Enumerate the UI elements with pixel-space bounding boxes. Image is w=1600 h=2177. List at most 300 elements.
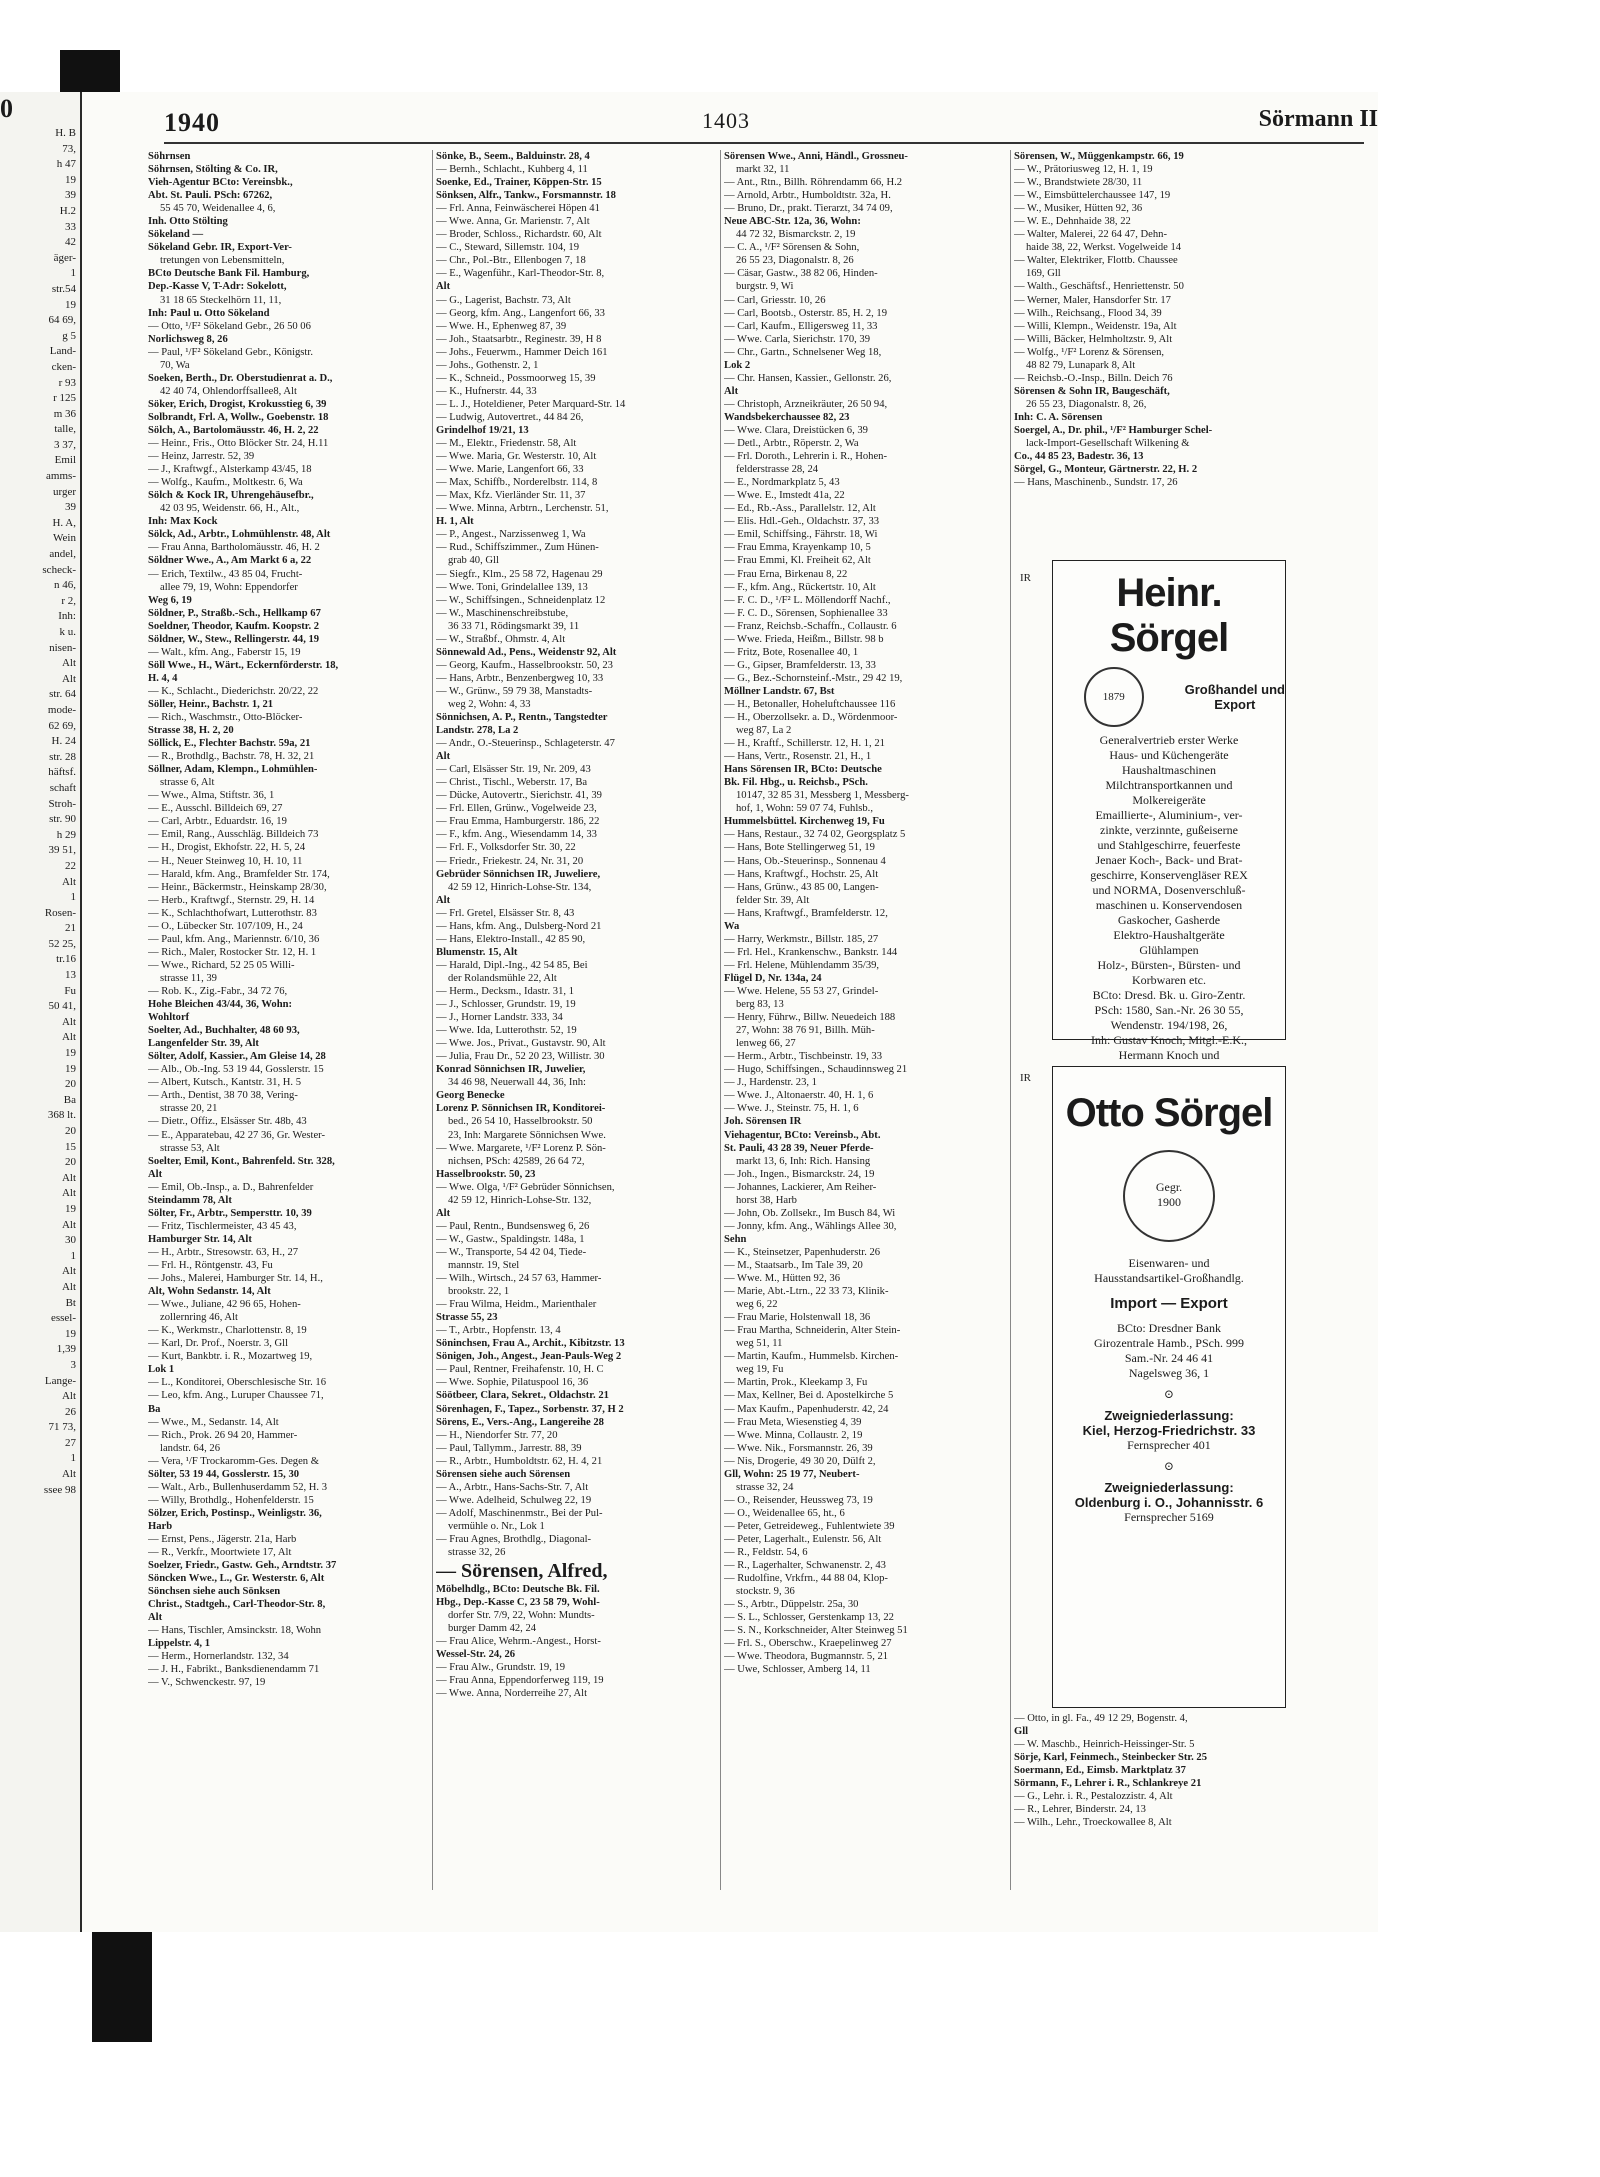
advert-line: Emaillierte-, Aluminium-, ver- bbox=[1095, 808, 1243, 822]
directory-entry: — Wwe., Alma, Stiftstr. 36, 1 bbox=[148, 790, 275, 802]
directory-entry: — Andr., O.-Steuerinsp., Schlageterstr. 47 bbox=[436, 738, 615, 750]
directory-entry: — Herm., Arbtr., Tischbeinstr. 19, 33 bbox=[724, 1051, 883, 1063]
directory-entry: — Willi, Bäcker, Helmholtzstr. 9, Alt bbox=[1014, 333, 1173, 345]
directory-entry: 26 55 23, Diagonalstr. 8, 26 bbox=[736, 255, 854, 267]
directory-entry: — Alb., Ob.-Ing. 53 19 44, Gosslerstr. 15 bbox=[148, 1064, 324, 1076]
directory-entry: Weg 6, 19 bbox=[148, 594, 192, 606]
directory-entry: — R., Feldstr. 54, 6 bbox=[724, 1547, 808, 1559]
header-page-number: 1403 bbox=[702, 108, 750, 133]
directory-entry: Sölch & Kock IR, Uhrengehäusefbr., bbox=[148, 490, 314, 502]
directory-entry: Sönchsen siehe auch Sönksen bbox=[148, 1586, 281, 1598]
prev-page-fragment: Emil bbox=[54, 454, 76, 467]
directory-entry: — Frau Marie, Holstenwall 18, 36 bbox=[724, 1312, 871, 1324]
directory-entry: — K., Schneid., Possmoorweg 15, 39 bbox=[436, 372, 596, 384]
prev-page-fragment: 22 bbox=[65, 859, 76, 872]
directory-entry: — Max, Kfz. Vierländer Str. 11, 37 bbox=[436, 490, 586, 502]
founded-year: 1900 bbox=[1157, 1195, 1181, 1209]
prev-page-fragment: 19 bbox=[65, 1327, 76, 1340]
directory-entry: — Frl. H., Röntgenstr. 43, Fu bbox=[148, 1259, 273, 1271]
directory-entry: — Fritz, Tischlermeister, 43 45 43, bbox=[148, 1220, 297, 1232]
advert-line: Eisenwaren- und bbox=[1128, 1256, 1210, 1270]
advert-line: Glühlampen bbox=[1139, 943, 1199, 957]
prev-page-fragment: Alt bbox=[61, 657, 76, 670]
directory-entry: — Albert, Kutsch., Kantstr. 31, H. 5 bbox=[148, 1077, 302, 1089]
directory-entry: — Willy, Brothdlg., Hohenfelderstr. 15 bbox=[148, 1494, 314, 1506]
directory-entry: Söötbeer, Clara, Sekret., Oldachstr. 21 bbox=[436, 1390, 609, 1402]
directory-entry: Söldner, W., Stew., Rellingerstr. 44, 19 bbox=[148, 633, 320, 645]
prev-page-fragment: Stroh- bbox=[48, 797, 76, 810]
directory-entry: strasse 32, 26 bbox=[448, 1547, 506, 1559]
directory-entry: — Chr., Gartn., Schnelsener Weg 18, bbox=[724, 346, 882, 358]
directory-entry: Georg Benecke bbox=[436, 1090, 505, 1102]
directory-entry: Sörgel, G., Monteur, Gärtnerstr. 22, H. 2 bbox=[1014, 464, 1198, 476]
directory-entry: — H., Kraftf., Schillerstr. 12, H. 1, 21 bbox=[724, 738, 885, 750]
directory-entry: — Chr. Hansen, Kassier., Gellonstr. 26, bbox=[724, 372, 892, 384]
prev-page-fragment: Land- bbox=[49, 345, 76, 358]
advert-line: zinkte, verzinnte, gußeiserne bbox=[1100, 823, 1238, 837]
directory-entry: — Heinr., Fris., Otto Blöcker Str. 24, H.11 bbox=[148, 438, 329, 450]
prev-page-fragment: häftsf. bbox=[48, 766, 76, 779]
directory-entry: — Carl, Arbtr., Eduardstr. 16, 19 bbox=[148, 816, 287, 828]
directory-entry: — Nis, Drogerie, 49 30 20, Dülft 2, bbox=[724, 1455, 876, 1467]
prev-page-fragment: Alt bbox=[61, 1468, 76, 1481]
divider-dot: ⊙ bbox=[1163, 1459, 1175, 1473]
directory-entry: Sörje, Karl, Feinmech., Steinbecker Str. 25 bbox=[1014, 1752, 1208, 1764]
advert-line: Korbwaren etc. bbox=[1132, 973, 1206, 987]
advert-line: Jenaer Koch-, Back- und Brat- bbox=[1095, 853, 1243, 867]
directory-entry: — F. C. D., Sörensen, Sophienallee 33 bbox=[724, 607, 888, 619]
directory-entry: Gll bbox=[1014, 1726, 1029, 1738]
directory-entry: landstr. 64, 26 bbox=[160, 1442, 221, 1454]
directory-entry: 36 33 71, Rödingsmarkt 39, 11 bbox=[448, 620, 580, 632]
prev-page-fragment: Alt bbox=[61, 1015, 76, 1028]
directory-entry: — Johannes, Lackierer, Am Reiher- bbox=[724, 1181, 877, 1193]
directory-entry: 48 82 79, Lunapark 8, Alt bbox=[1026, 359, 1136, 371]
column-divider bbox=[432, 150, 433, 1890]
directory-entry: Inh. Otto Stölting bbox=[148, 216, 228, 228]
directory-entry: — S. N., Korkschneider, Alter Steinweg 51 bbox=[724, 1625, 908, 1637]
prev-page-fragment: scheck- bbox=[42, 563, 76, 576]
directory-entry: — J., Kraftwgf., Alsterkamp 43/45, 18 bbox=[148, 464, 312, 476]
directory-entry: — Rich., Waschmstr., Otto-Blöcker- bbox=[148, 712, 303, 724]
directory-entry: — V., Schwenckestr. 97, 19 bbox=[148, 1677, 266, 1689]
directory-entry: — Marie, Abt.-Ltrn., 22 33 73, Klinik- bbox=[724, 1286, 889, 1298]
prev-page-fragment: 50 41, bbox=[48, 1000, 76, 1013]
prev-page-fragment: mode- bbox=[47, 703, 76, 716]
directory-entry: Vieh-Agentur BCto: Vereinsbk., bbox=[148, 177, 293, 189]
directory-entry: — Wwe. Nik., Forsmannstr. 26, 39 bbox=[724, 1442, 873, 1454]
directory-entry: — Frl. Doroth., Lehrerin i. R., Hohen- bbox=[724, 451, 887, 463]
directory-entry: — E., Ausschl. Billdeich 69, 27 bbox=[148, 803, 283, 815]
advert-line: Inh: Gustav Knoch, Mitgl.-E.K., bbox=[1091, 1033, 1247, 1047]
directory-entry: 44 72 32, Bismarckstr. 2, 19 bbox=[736, 229, 856, 241]
directory-entry: — Henry, Führw., Billw. Neuedeich 188 bbox=[724, 1012, 896, 1024]
directory-entry: — Erich, Textilw., 43 85 04, Frucht- bbox=[148, 568, 303, 580]
prev-page-fragment: Alt bbox=[61, 1265, 76, 1278]
directory-entry: — K., Hufnerstr. 44, 33 bbox=[436, 385, 537, 397]
directory-entry: — W., Straßbf., Ohmstr. 4, Alt bbox=[436, 633, 566, 645]
directory-entry: Sörmann, F., Lehrer i. R., Schlankreye 21 bbox=[1014, 1778, 1202, 1790]
advert-slogan: Export bbox=[1214, 697, 1256, 712]
advert-title: Heinr. Sörgel bbox=[1109, 571, 1229, 660]
directory-entry: Söller, Heinr., Bachstr. 1, 21 bbox=[148, 698, 274, 710]
directory-entry: — Paul, Rentner, Freihafenstr. 10, H. C bbox=[436, 1364, 604, 1376]
prev-page-fragment: Bt bbox=[65, 1296, 76, 1309]
directory-entry: Blumenstr. 15, Alt bbox=[436, 946, 518, 958]
advert-line: Elektro-Haushaltgeräte bbox=[1113, 928, 1225, 942]
directory-entry: — T., Arbtr., Hopfenstr. 13, 4 bbox=[436, 1325, 561, 1337]
directory-entry: — Max, Kellner, Bei d. Apostelkirche 5 bbox=[724, 1390, 894, 1402]
prev-page-fragment: 1,39 bbox=[56, 1343, 76, 1356]
directory-entry: — Walth., Geschäftsf., Henriettenstr. 50 bbox=[1014, 281, 1184, 293]
directory-entry: — K., Steinsetzer, Papenhuderstr. 26 bbox=[724, 1246, 881, 1258]
directory-entry: — Wolfg., ¹/F² Lorenz & Sörensen, bbox=[1014, 346, 1165, 358]
directory-entry: — W., Schiffsingen., Schneidenplatz 12 bbox=[436, 594, 606, 606]
directory-entry: Strasse 38, H. 2, 20 bbox=[148, 725, 234, 737]
directory-entry: Lippelstr. 4, 1 bbox=[148, 1638, 211, 1650]
directory-entry: — Wwe. Theodora, Bugmannstr. 5, 21 bbox=[724, 1651, 889, 1663]
directory-entry: Söllick, E., Flechter Bachstr. 59a, 21 bbox=[148, 738, 311, 750]
directory-entry: 10147, 32 85 31, Messberg 1, Messberg- bbox=[736, 790, 909, 802]
directory-entry: — Rudolfine, Vrkfrn., 44 88 04, Klop- bbox=[724, 1573, 888, 1585]
directory-entry: felder Str. 39, Alt bbox=[736, 894, 810, 906]
directory-entry: 42 40 74, Ohlendorffsallee8, Alt bbox=[160, 385, 297, 397]
directory-entry: — W., Transporte, 54 42 04, Tiede- bbox=[436, 1246, 587, 1258]
directory-entry: — Frau Meta, Wiesenstieg 4, 39 bbox=[724, 1416, 862, 1428]
directory-entry: strasse 20, 21 bbox=[160, 1103, 218, 1115]
directory-entry: — Willi, Klempn., Weidenstr. 19a, Alt bbox=[1014, 320, 1177, 332]
previous-page-margin bbox=[0, 92, 80, 1932]
directory-entry: — Werner, Maler, Hansdorfer Str. 17 bbox=[1014, 294, 1171, 306]
directory-entry: — Frau Martha, Schneiderin, Alter Stein- bbox=[724, 1325, 901, 1337]
directory-entry: weg 2, Wohn: 4, 33 bbox=[448, 698, 531, 710]
directory-entry: — Hans, Kraftwgf., Bramfelderstr. 12, bbox=[724, 907, 888, 919]
directory-entry: — Carl, Griesstr. 10, 26 bbox=[724, 294, 826, 306]
directory-entry: — Wwe. Jos., Privat., Gustavstr. 90, Alt bbox=[436, 1038, 606, 1050]
directory-entry: Lorenz P. Sönnichsen IR, Konditorei- bbox=[436, 1103, 606, 1115]
advert-heinr-soergel bbox=[1052, 560, 1286, 1062]
directory-entry: — Hans, Ob.-Steuerinsp., Sonnenau 4 bbox=[724, 855, 886, 867]
directory-entry: — Wilh., Reichsang., Flood 34, 39 bbox=[1014, 307, 1162, 319]
advert-line: Wendenstr. 194/198, 26, bbox=[1110, 1018, 1228, 1032]
prev-page-fragment: str. 90 bbox=[49, 813, 76, 826]
advert-title: Otto Sörgel bbox=[1065, 1091, 1273, 1135]
directory-entry: 27, Wohn: 38 76 91, Billh. Müh- bbox=[736, 1025, 875, 1037]
prev-page-fragment: 33 bbox=[65, 220, 76, 233]
prev-page-fragment: ssee 98 bbox=[43, 1483, 76, 1496]
directory-entry: weg 6, 22 bbox=[736, 1299, 778, 1311]
directory-entry: Sönigen, Joh., Angest., Jean-Pauls-Weg 2 bbox=[436, 1351, 622, 1363]
divider-dot: ⊙ bbox=[1163, 1387, 1175, 1401]
directory-entry: — Christoph, Arzneikräuter, 26 50 94, bbox=[724, 398, 888, 410]
prev-page-fragment: Alt bbox=[61, 1187, 76, 1200]
directory-entry: horst 38, Harb bbox=[736, 1194, 797, 1206]
branch-heading: Zweigniederlassung: bbox=[1104, 1408, 1234, 1423]
directory-entry: Bk. Fil. Hbg., u. Reichsb., PSch. bbox=[724, 777, 868, 789]
advert-line: Molkereigeräte bbox=[1132, 793, 1206, 807]
directory-entry: — Herm., Hornerlandstr. 132, 34 bbox=[148, 1651, 289, 1663]
prev-page-fragment: urger bbox=[52, 485, 76, 498]
directory-entry: — Hans, kfm. Ang., Dulsberg-Nord 21 bbox=[436, 920, 602, 932]
directory-entry: 42 03 95, Weidenstr. 66, H., Alt., bbox=[160, 503, 300, 515]
directory-entry: weg 51, 11 bbox=[736, 1338, 783, 1350]
directory-entry: Gebrüder Sönnichsen IR, Juweliere, bbox=[436, 868, 601, 880]
directory-entry: — F., kfm. Ang., Rückertstr. 10, Alt bbox=[724, 581, 876, 593]
directory-entry: Lok 2 bbox=[724, 359, 751, 371]
directory-entry: — Arth., Dentist, 38 70 38, Vering- bbox=[148, 1090, 298, 1102]
directory-entry: — Wwe. Marie, Langenfort 66, 33 bbox=[436, 464, 584, 476]
header-year: 1940 bbox=[164, 108, 220, 137]
directory-entry: — Martin, Kaufm., Hummelsb. Kirchen- bbox=[724, 1351, 899, 1363]
directory-entry: — M., Staatsarb., Im Tale 39, 20 bbox=[724, 1259, 863, 1271]
prev-page-fragment: 20 bbox=[65, 1125, 76, 1137]
directory-entry: — W., Eimsbüttelerchaussee 147, 19 bbox=[1014, 190, 1171, 202]
directory-entry: — Johs., Feuerwm., Hammer Deich 161 bbox=[436, 346, 608, 358]
directory-entry: — Frl. Anna, Feinwäscherei Höpen 41 bbox=[436, 203, 600, 215]
directory-entry: Alt, Wohn Sedanstr. 14, Alt bbox=[148, 1286, 271, 1298]
directory-entry: — Rich., Maler, Rostocker Str. 12, H. 1 bbox=[148, 946, 317, 958]
prev-page-fragment: Inh: bbox=[58, 610, 76, 623]
directory-entry: Co., 44 85 23, Badestr. 36, 13 bbox=[1014, 451, 1144, 463]
directory-entry: — Harald, kfm. Ang., Bramfelder Str. 174, bbox=[148, 868, 330, 880]
directory-entry: — J. H., Fabrikt., Banksdienendamm 71 bbox=[148, 1664, 320, 1676]
directory-entry: — Dietr., Offiz., Elsässer Str. 48b, 43 bbox=[148, 1116, 307, 1128]
advert-body bbox=[1053, 733, 1285, 1078]
directory-entry: — Fritz, Bote, Rosenallee 40, 1 bbox=[724, 646, 859, 658]
directory-entry: Sölch, A., Bartolomäusstr. 46, H. 2, 22 bbox=[148, 424, 319, 436]
directory-entry: Inh: Max Kock bbox=[148, 516, 218, 528]
directory-entry: Inh: Paul u. Otto Sökeland bbox=[148, 307, 270, 319]
directory-entry: lenweg 66, 27 bbox=[736, 1038, 796, 1050]
prev-page-fragment: Fu bbox=[64, 984, 76, 997]
branch-address: Kiel, Herzog-Friedrichstr. 33 bbox=[1082, 1423, 1256, 1438]
prev-page-fragment: essel- bbox=[50, 1312, 76, 1325]
directory-entry: Sölter, 53 19 44, Gosslerstr. 15, 30 bbox=[148, 1468, 300, 1480]
directory-entry: — Frau Alice, Wehrm.-Angest., Horst- bbox=[436, 1636, 601, 1648]
directory-entry: Steindamm 78, Alt bbox=[148, 1194, 232, 1206]
directory-entry: grab 40, Gll bbox=[448, 555, 499, 567]
prev-page-fragment: 42 bbox=[65, 236, 76, 249]
prev-page-fragment: 27 bbox=[65, 1436, 76, 1449]
prev-page-fragment: 20 bbox=[65, 1156, 76, 1169]
directory-entry: Möllner Landstr. 67, Bst bbox=[724, 685, 835, 697]
directory-entry: der Rolandsmühle 22, Alt bbox=[448, 972, 557, 984]
directory-entry: — Carl, Elsässer Str. 19, Nr. 209, 43 bbox=[436, 764, 591, 776]
directory-entry: — H., Oberzollsekr. a. D., Wördenmoor- bbox=[724, 712, 898, 724]
directory-entry: — Walter, Elektriker, Flottb. Chaussee bbox=[1014, 255, 1178, 267]
directory-entry: Hummelsbüttel. Kirchenweg 19, Fu bbox=[724, 816, 885, 828]
directory-entry: — Johs., Gothenstr. 2, 1 bbox=[436, 359, 539, 371]
directory-entry: — R., Verkfr., Moortwiete 17, Alt bbox=[148, 1547, 292, 1559]
directory-entry: — Wwe. J., Steinstr. 75, H. 1, 6 bbox=[724, 1103, 859, 1115]
directory-entry: — Wolfg., Kaufm., Moltkestr. 6, Wa bbox=[148, 477, 303, 489]
directory-entry: Söldner, P., Straßb.-Sch., Hellkamp 67 bbox=[148, 607, 321, 619]
advert-line: Generalvertrieb erster Werke bbox=[1099, 733, 1239, 747]
directory-entry: stockstr. 9, 36 bbox=[736, 1586, 795, 1598]
directory-entry: — Chr., Pol.-Btr., Ellenbogen 7, 18 bbox=[436, 255, 586, 267]
directory-entry: — S. L., Schlosser, Gerstenkamp 13, 22 bbox=[724, 1612, 894, 1624]
directory-entry: 42 59 12, Hinrich-Lohse-Str. 134, bbox=[448, 881, 592, 893]
directory-entry: — Georg, Kaufm., Hasselbrookstr. 50, 23 bbox=[436, 659, 613, 671]
prev-page-fragment: schaft bbox=[49, 781, 76, 794]
directory-entry: — Hans, Arbtr., Benzenbergweg 10, 33 bbox=[436, 672, 604, 684]
directory-entry: 31 18 65 Steckelhörn 11, 11, bbox=[160, 294, 282, 306]
directory-entry: tretungen von Lebensmitteln, bbox=[160, 255, 285, 267]
directory-entry: — Frau Emma, Krayenkamp 10, 5 bbox=[724, 542, 871, 554]
directory-entry: burger Damm 42, 24 bbox=[448, 1623, 537, 1635]
directory-entry: — Max, Schiffb., Norderelbstr. 114, 8 bbox=[436, 477, 598, 489]
prev-page-fragment: 64 69, bbox=[48, 314, 76, 327]
directory-entry: Solbrandt, Frl. A, Wollw., Goebenstr. 18 bbox=[148, 411, 329, 423]
directory-entry: — Wwe., Richard, 52 25 05 Willi- bbox=[148, 959, 295, 971]
page-header bbox=[82, 102, 1378, 146]
directory-entry: — Hans, Elektro-Install., 42 85 90, bbox=[436, 933, 586, 945]
advert-line: Girozentrale Hamb., PSch. 999 bbox=[1094, 1336, 1244, 1350]
directory-entry: H. 1, Alt bbox=[436, 516, 474, 528]
directory-entry: Soelter, Ad., Buchhalter, 48 60 93, bbox=[148, 1025, 300, 1037]
directory-entry: Dep.-Kasse V, T-Adr: Sokelott, bbox=[148, 281, 287, 293]
directory-entry: strasse 11, 39 bbox=[160, 972, 217, 984]
directory-entry: — Wwe. Margarete, ¹/F² Lorenz P. Sön- bbox=[436, 1142, 606, 1154]
directory-entry: — K., Werkmstr., Charlottenstr. 8, 19 bbox=[148, 1325, 307, 1337]
directory-entry: — G., Lagerist, Bachstr. 73, Alt bbox=[436, 294, 571, 306]
directory-entry: — W., Grünw., 59 79 38, Manstadts- bbox=[436, 685, 593, 697]
prev-page-fragment: 1 bbox=[70, 267, 76, 280]
directory-entry: — Broder, Schloss., Richardstr. 60, Alt bbox=[436, 229, 602, 241]
prev-page-fragment: 39 bbox=[65, 501, 76, 514]
directory-entry: Abt. St. Pauli. PSch: 67262, bbox=[148, 190, 273, 202]
directory-entry: — K., Schlacht., Diederichstr. 20/22, 22 bbox=[148, 685, 319, 697]
directory-entry: Viehagentur, BCto: Vereinsb., Abt. bbox=[724, 1129, 881, 1141]
directory-entry: — Martin, Prok., Kleekamp 3, Fu bbox=[724, 1377, 868, 1389]
header-rule bbox=[164, 142, 1364, 144]
directory-entry: — Paul, ¹/F² Sökeland Gebr., Königstr. bbox=[148, 346, 313, 358]
directory-entry: — Harry, Werkmstr., Billstr. 185, 27 bbox=[724, 933, 879, 945]
directory-entry: — Harald, Dipl.-Ing., 42 54 85, Bei bbox=[436, 959, 588, 971]
directory-entry: Sörensen & Sohn IR, Baugeschäft, bbox=[1014, 385, 1170, 397]
branch-phone: Fernsprecher 5169 bbox=[1124, 1510, 1214, 1524]
directory-entry: — Frau Emma, Hamburgerstr. 186, 22 bbox=[436, 816, 600, 828]
advert-line: PSch: 1580, San.-Nr. 26 30 55, bbox=[1094, 1003, 1244, 1017]
directory-entry: — Friedr., Friekestr. 24, Nr. 31, 20 bbox=[436, 855, 584, 867]
directory-entry: — Franz, Reichsb.-Schaffn., Collaustr. 6 bbox=[724, 620, 897, 632]
directory-entry: — Frau Anna, Bartholomäusstr. 46, H. 2 bbox=[148, 542, 320, 554]
directory-entry: 70, Wa bbox=[160, 359, 190, 371]
branch-phone: Fernsprecher 401 bbox=[1127, 1438, 1211, 1452]
scan-bar-bottom bbox=[92, 1922, 152, 2042]
directory-entry: Wa bbox=[724, 920, 740, 932]
directory-entry: — Frau Erna, Birkenau 8, 22 bbox=[724, 568, 848, 580]
directory-entry: Hamburger Str. 14, Alt bbox=[148, 1233, 252, 1245]
directory-entry: Joh. Sörensen IR bbox=[724, 1116, 802, 1128]
directory-entry: — W., Brandstwiete 28/30, 11 bbox=[1014, 177, 1143, 189]
directory-entry: Strasse 55, 23 bbox=[436, 1312, 498, 1324]
prev-page-fragment: 21 bbox=[65, 922, 76, 935]
directory-entry: — Frl. Hel., Krankenschw., Bankstr. 144 bbox=[724, 946, 898, 958]
directory-entry: Sörensen siehe auch Sörensen bbox=[436, 1468, 571, 1480]
directory-entry: — Carl, Bootsb., Osterstr. 85, H. 2, 19 bbox=[724, 307, 888, 319]
directory-entry: bed., 26 54 10, Hasselbrookstr. 50 bbox=[448, 1116, 593, 1128]
directory-entry: — Paul, Rentn., Bundsensweg 6, 26 bbox=[436, 1220, 590, 1232]
directory-entry: Sönke, B., Seem., Balduinstr. 28, 4 bbox=[436, 151, 590, 162]
directory-entry: — Wwe. Anna, Gr. Marienstr. 7, Alt bbox=[436, 216, 590, 228]
directory-entry: vermühle o. Nr., Lok 1 bbox=[448, 1520, 545, 1532]
directory-entry: — Christ., Tischl., Weberstr. 17, Ba bbox=[436, 777, 588, 789]
prev-page-fragment: 1 bbox=[70, 1452, 76, 1465]
prev-page-fragment: H. A, bbox=[52, 516, 76, 529]
directory-entry: hof, 1, Wohn: 59 07 74, Fuhlsb., bbox=[736, 803, 873, 815]
ad-otto-ir-mark: IR bbox=[1020, 1072, 1031, 1084]
directory-entry: Möbelhdlg., BCto: Deutsche Bk. Fil. bbox=[436, 1584, 600, 1596]
directory-entry: allee 79, 19, Wohn: Eppendorfer bbox=[160, 581, 298, 593]
prev-page-fragment: 73, bbox=[62, 142, 76, 155]
prev-page-fragment: m 36 bbox=[53, 407, 76, 420]
directory-entry: — Joh., Ingen., Bismarckstr. 24, 19 bbox=[724, 1168, 875, 1180]
directory-entry: — Joh., Staatsarbtr., Reginestr. 39, H 8 bbox=[436, 333, 602, 345]
directory-entry: — John, Ob. Zollsekr., Im Busch 84, Wi bbox=[724, 1207, 896, 1219]
directory-entry: — Georg, kfm. Ang., Langenfort 66, 33 bbox=[436, 307, 605, 319]
directory-entry: Soeken, Berth., Dr. Oberstudienrat a. D., bbox=[148, 372, 333, 384]
directory-entry: — Max Kaufm., Papenhuderstr. 42, 24 bbox=[724, 1403, 889, 1415]
directory-entry: — Hans, Maschinenb., Sundstr. 17, 26 bbox=[1014, 477, 1178, 489]
column-divider bbox=[1010, 150, 1011, 1890]
directory-entry: — R., Lehrer, Binderstr. 24, 13 bbox=[1014, 1804, 1146, 1816]
directory-column-2 bbox=[436, 150, 714, 1700]
prev-page-fragment: 62 69, bbox=[48, 719, 76, 732]
directory-entry: — Rob. K., Zig.-Fabr., 34 72 76, bbox=[148, 986, 288, 997]
prev-page-fragment: tr.16 bbox=[56, 953, 76, 966]
directory-entry: berg 83, 13 bbox=[736, 999, 784, 1011]
directory-entry: — Jonny, kfm. Ang., Wählings Allee 30, bbox=[724, 1220, 897, 1232]
directory-entry: Sölzer, Erich, Postinsp., Weinligstr. 36, bbox=[148, 1507, 322, 1519]
prev-page-fragment: Rosen- bbox=[44, 906, 76, 919]
directory-entry: — R., Arbtr., Humboldtstr. 62, H. 4, 21 bbox=[436, 1455, 603, 1467]
directory-entry: — Frl. Gretel, Elsässer Str. 8, 43 bbox=[436, 907, 575, 919]
directory-entry: Gll, Wohn: 25 19 77, Neubert- bbox=[724, 1468, 860, 1480]
directory-entry: mannstr. 19, Stel bbox=[448, 1259, 520, 1271]
advert-line: Gaskocher, Gasherde bbox=[1117, 913, 1221, 927]
directory-entry: Sökeland Gebr. IR, Export-Ver- bbox=[148, 242, 292, 254]
prev-page-fragment: 3 bbox=[70, 1358, 76, 1371]
advert-line: Sam.-Nr. 24 46 41 bbox=[1124, 1351, 1214, 1365]
directory-entry: — Arnold, Arbtr., Humboldtstr. 32a, H. bbox=[724, 190, 891, 202]
directory-entry: Sörensen, W., Müggenkampstr. 66, 19 bbox=[1014, 151, 1184, 162]
directory-entry: — Frau Anna, Eppendorferweg 119, 19 bbox=[436, 1675, 604, 1687]
prev-page-fragment: amms- bbox=[46, 470, 76, 483]
directory-entry: — Peter, Getreideweg., Fuhlentwiete 39 bbox=[724, 1520, 895, 1532]
directory-entry: — O., Weidenallee 65, ht., 6 bbox=[724, 1507, 845, 1519]
directory-entry: — Ludwig, Autovertret., 44 84 26, bbox=[436, 411, 584, 423]
directory-entry: — Walt., Arb., Bullenhuserdamm 52, H. 3 bbox=[148, 1481, 328, 1493]
prev-page-fragment: 13 bbox=[65, 969, 76, 982]
directory-entry: — H., Niendorfer Str. 77, 20 bbox=[436, 1429, 558, 1441]
directory-column-4 bbox=[1014, 150, 1284, 489]
directory-entry: — P., Angest., Narzissenweg 1, Wa bbox=[436, 529, 586, 541]
directory-entry: — Herm., Decksm., Idastr. 31, 1 bbox=[436, 986, 574, 997]
prev-page-fragment: 19 bbox=[65, 173, 76, 186]
directory-entry: — H., Betonaller, Hoheluftchaussee 116 bbox=[724, 698, 896, 710]
directory-entry: — A., Arbtr., Hans-Sachs-Str. 7, Alt bbox=[436, 1481, 589, 1493]
directory-entry: — Rud., Schiffszimmer., Zum Hünen- bbox=[436, 542, 599, 554]
directory-entry: — Heinr., Bäckermstr., Heinskamp 28/30, bbox=[148, 881, 327, 893]
directory-entry: Söll Wwe., H., Wärt., Eckernförderstr. 18, bbox=[148, 659, 339, 671]
advert-line: geschirre, Konservengläser REX bbox=[1090, 868, 1248, 882]
directory-entry: Konrad Sönnichsen IR, Juwelier, bbox=[436, 1064, 586, 1076]
directory-entry: 55 45 70, Weidenallee 4, 6, bbox=[160, 203, 276, 215]
directory-entry: — Hugo, Schiffsingen., Schaudinnsweg 21 bbox=[724, 1064, 908, 1076]
directory-entry: Hbg., Dep.-Kasse C, 23 58 79, Wohl- bbox=[436, 1597, 600, 1609]
advert-line: maschinen u. Konservendosen bbox=[1095, 898, 1243, 912]
